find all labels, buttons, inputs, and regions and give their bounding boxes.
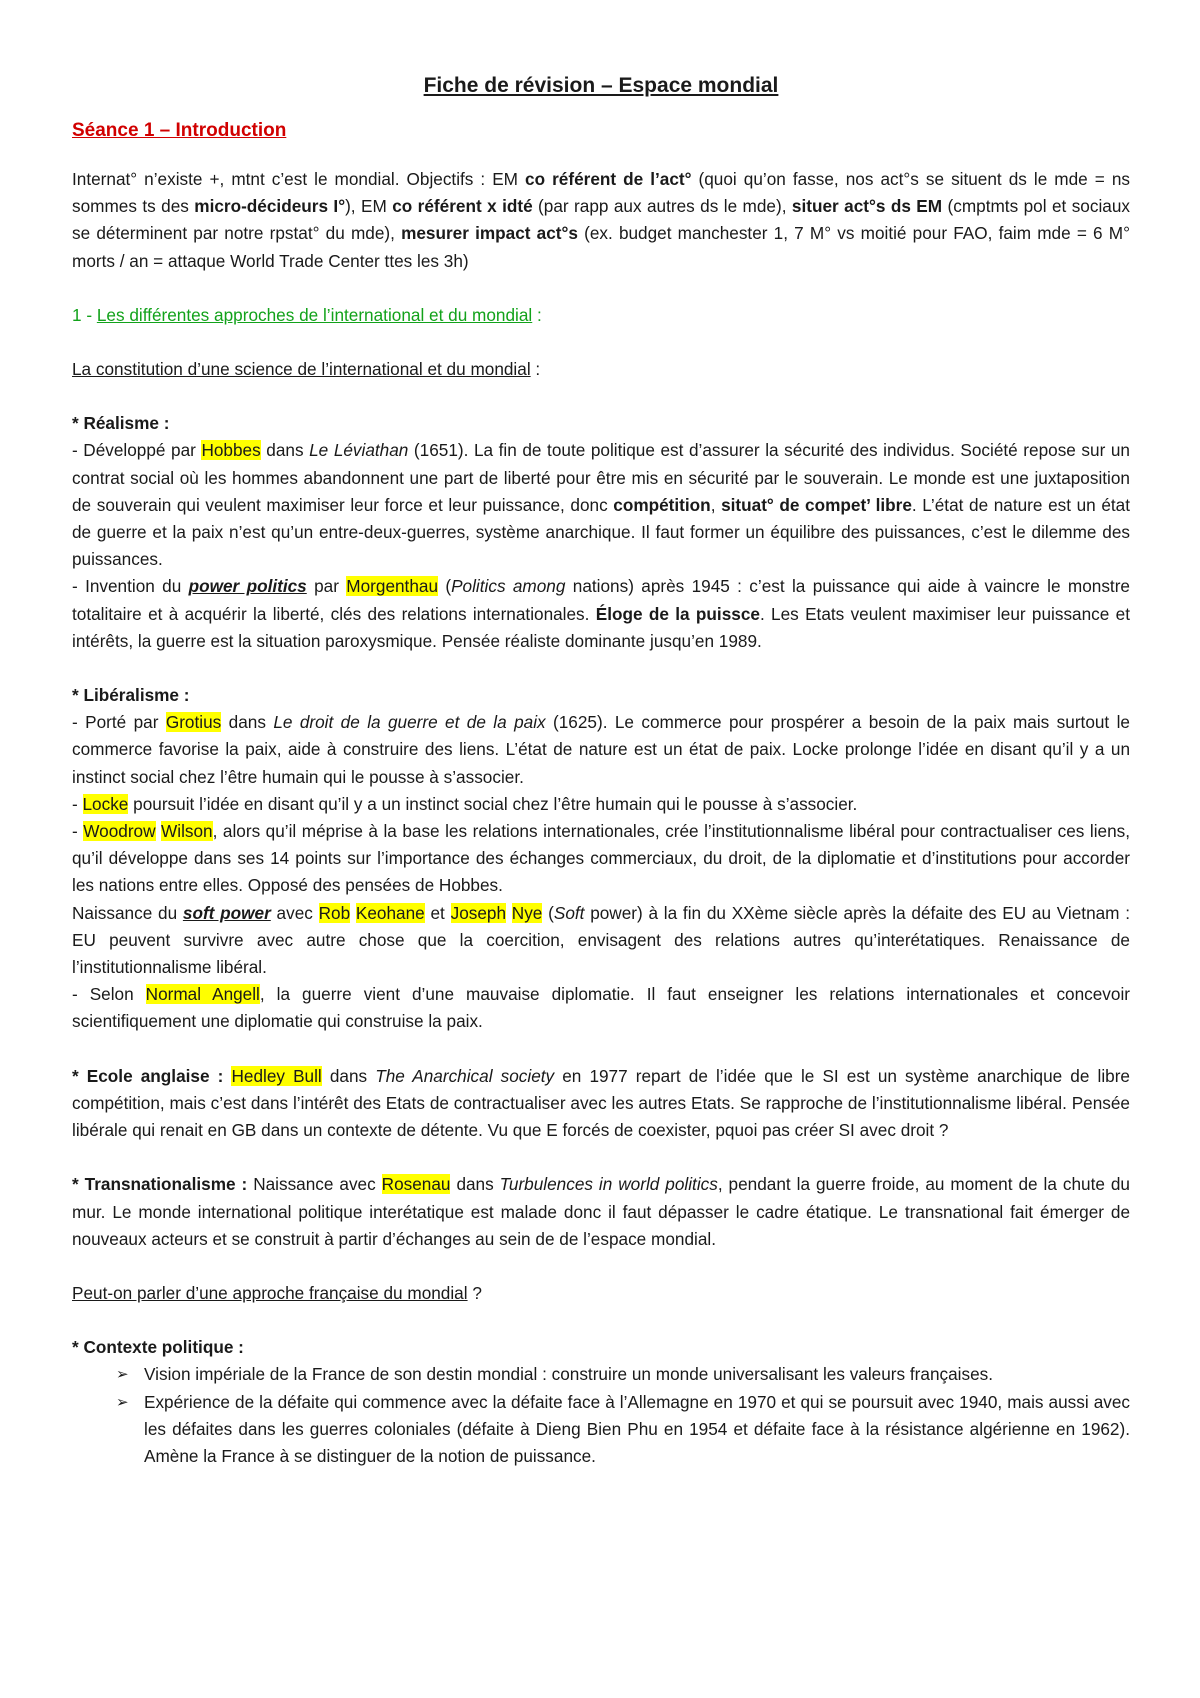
text: dans [221, 712, 274, 733]
seance-heading: Séance 1 – Introduction [72, 120, 287, 141]
text: dans [321, 1065, 376, 1086]
document-title: Fiche de révision – Espace mondial [423, 74, 779, 97]
highlight-nye: Nye [511, 902, 543, 923]
text: - Développé par [72, 440, 202, 461]
spacer [72, 329, 1130, 356]
spacer [72, 275, 1130, 302]
heading-text: * Contexte politique : [72, 1337, 244, 1358]
spacer [72, 1144, 1130, 1171]
list-item-text: Expérience de la défaite qui commence avec la défaite face à l’Allemagne en 1970 et qui se poursuit avec 1940, mais aussi avec les défaites dans les guerres coloniales (défaite à Dieng Bien Phu en 1954 et défaite face à la résistance algérienne en 1962). Amène la France à se distinguer de la notion de puissance. [144, 1391, 1130, 1466]
intro-text: (quoi qu’on fasse, nos act°s se situent ds le mde = ns sommes ts des [72, 169, 1130, 217]
text: dans [260, 440, 310, 461]
text: - Porté par [72, 712, 166, 733]
contexte-heading [72, 1334, 1130, 1361]
highlight-rob: Rob [318, 902, 351, 923]
intro-text: (cmptmts pol et sociaux se déterminent par notre rpstat° du mde), [72, 196, 1130, 244]
text: - [72, 821, 84, 842]
text: , [710, 494, 722, 515]
highlight-keohane: Keohane [355, 902, 425, 923]
section-title: Les différentes approches de l’international et du mondial [96, 304, 533, 325]
text: nations) après 1945 : c’est la puissance qui aide à vaincre le monstre totalitaire et à acquérir la liberté, clés des relations internationales. [72, 576, 1130, 624]
liberalisme-heading [72, 682, 1130, 709]
document-content [72, 72, 1130, 1470]
subheading-text: La constitution d’une science de l’international et du mondial [72, 359, 531, 380]
text: poursuit l’idée en disant qu’il y a un instinct social chez l’être humain qui le pousse à s’associer. [128, 793, 858, 814]
subheading-colon: : [530, 359, 541, 380]
text: Naissance du [72, 902, 183, 923]
power-politics-term: power politics [188, 576, 307, 597]
text: (1651). La fin de toute politique est d’assurer la sécurité des individus. Société repose sur un contrat social où les hommes abandonnent une part de liberté pour être mis en sécurité par le souverain. Le monde est une juxtaposition de souverain qui veulent maximiser leur force et leur puissance, donc [72, 440, 1130, 515]
liberalisme-paragraph-2 [72, 791, 1130, 818]
realisme-paragraph-2 [72, 573, 1130, 655]
text: - [72, 793, 83, 814]
list-item [72, 1389, 1130, 1471]
ecole-anglaise-paragraph [72, 1063, 1130, 1145]
text: et [424, 902, 451, 923]
realisme-paragraph-1 [72, 437, 1130, 573]
highlight-wilson: Wilson [161, 821, 213, 842]
bold-text: compétition [613, 494, 711, 515]
spacer [72, 655, 1130, 682]
contexte-list [72, 1361, 1130, 1470]
text: - Selon [72, 984, 146, 1005]
highlight-joseph: Joseph [450, 902, 507, 923]
text: , la guerre vient d’une mauvaise diplomatie. Il faut enseigner les relations internationales et concevoir scientifiquement une diplomatie qui construise la paix. [72, 984, 1131, 1032]
subheading-approche-francaise [72, 1280, 1130, 1307]
text: dans [450, 1174, 500, 1195]
heading-text: * Ecole anglaise : [72, 1065, 224, 1086]
intro-text: ), EM [345, 196, 393, 217]
text: par [306, 576, 347, 597]
highlight-bull: Hedley Bull [231, 1065, 322, 1086]
text: avec [270, 902, 319, 923]
highlight-rosenau: Rosenau [381, 1174, 451, 1195]
arrow-bullet-icon: ➢ [116, 1366, 129, 1384]
text [506, 903, 512, 923]
bold-text: situat° de compet’ libre [721, 494, 912, 515]
soft-power-term: soft power [182, 902, 271, 923]
book-title: Turbulences in world politics [499, 1174, 718, 1195]
book-title: Politics among [451, 576, 566, 597]
highlight-angell: Normal Angell [145, 984, 260, 1005]
spacer [72, 1253, 1130, 1280]
spacer [72, 1036, 1130, 1063]
section-number: 1 - [72, 304, 97, 325]
intro-paragraph [72, 166, 1130, 275]
text: ( [542, 902, 554, 923]
spacer [72, 383, 1130, 410]
text: power) à la fin du XXème siècle après la défaite des EU au Vietnam : EU peuvent survivre avec autre chose que la coercition, envisagent des relations autres qu’interétatiques. Renaissance de l’institutionnalisme libéral. [72, 902, 1131, 978]
highlight-hobbes: Hobbes [201, 440, 261, 461]
heading-text: * Libéralisme : [72, 685, 190, 706]
list-item [72, 1361, 1130, 1388]
subheading-text: Peut-on parler d’une approche française du mondial [72, 1282, 468, 1303]
liberalisme-paragraph-1 [72, 709, 1130, 791]
italic-text: Soft [553, 902, 585, 923]
intro-text: Internat° n’existe +, mtnt c’est le mondial. Objectifs : EM [72, 169, 526, 189]
intro-bold: micro-décideurs I° [194, 196, 346, 217]
liberalisme-paragraph-5 [72, 981, 1130, 1035]
text: en 1977 repart de l’idée que le SI est un système anarchique de libre compétition, mais c’est dans l’intérêt des Etats de contractualiser avec les autres Etats. Se rapproche de l’institutionnalisme libéral. Pensée libérale qui renait en GB dans un contexte de détente. Vu que E forcés de coexister, pquoi pas créer SI avec droit ? [72, 1065, 1130, 1141]
text: , pendant la guerre froide, au moment de la chute du mur. Le monde international politique interétatique est malade donc il faut dépasser le cadre étatique. Le transnational fait émerger de nouveaux acteurs et se construit à partir d’échanges au sein de de l’espace mondial. [72, 1174, 1130, 1249]
text: - Invention du [72, 576, 189, 597]
intro-text: (par rapp aux autres ds le mde), [532, 196, 792, 217]
text: (1625). Le commerce pour prospérer a besoin de la paix mais surtout le commerce favorise la paix, aide à construire des liens. L’état de nature est un état de paix. Locke prolonge l’idée en disant qu’il y a un instinct social chez l’être humain qui le pousse à s’associer. [72, 712, 1130, 787]
realisme-heading [72, 410, 1130, 437]
highlight-grotius: Grotius [165, 712, 222, 733]
subheading-question-mark: ? [467, 1282, 482, 1303]
transnationalisme-paragraph [72, 1171, 1130, 1253]
text: , alors qu’il méprise à la base les relations internationales, crée l’institutionnalisme libéral pour contractualiser ces liens, qu’il développe dans ses 14 points sur l’importance des échanges commerciaux, du droit, de la diplomatie et d’institutions pour accorder les nations entre elles. Opposé des pensées de Hobbes. [72, 821, 1130, 896]
heading-text: * Réalisme : [72, 413, 170, 434]
intro-text: (ex. budget manchester 1, 7 M° vs moitié pour FAO, faim mde = 6 M° morts / an = attaque World Trade Center ttes les 3h) [72, 223, 1130, 271]
intro-bold: situer act°s ds EM [791, 196, 943, 217]
book-title: The Anarchical society [375, 1065, 555, 1086]
liberalisme-paragraph-3 [72, 818, 1130, 900]
intro-bold: co référent de l’act° [525, 169, 692, 189]
text: Naissance avec [247, 1174, 382, 1195]
text: . L’état de nature est un état de guerre et la paix n’est qu’un entre-deux-guerres, système anarchique. Il faut former un équilibre des puissances, c’est le dilemme des puissances. [72, 494, 1130, 570]
text: . Les Etats veulent maximiser leur puissance et intérêts, la guerre est la situation paroxysmique. Pensée réaliste dominante jusqu’en 1989. [72, 603, 1130, 651]
intro-bold: co référent x idté [392, 196, 533, 217]
arrow-bullet-icon: ➢ [116, 1393, 129, 1411]
bold-text: Éloge de la puissce [595, 603, 760, 624]
text: ( [438, 576, 452, 597]
highlight-locke: Locke [82, 793, 129, 814]
list-item-text: Vision impériale de la France de son destin mondial : construire un monde universalisant les valeurs françaises. [144, 1364, 993, 1385]
liberalisme-paragraph-4 [72, 900, 1130, 982]
subheading-science [72, 356, 1130, 383]
intro-bold: mesurer impact act°s [401, 223, 578, 244]
spacer [72, 1307, 1130, 1334]
highlight-morgenthau: Morgenthau [346, 576, 439, 597]
section-1-heading [72, 302, 1130, 329]
heading-text: * Transnationalisme : [72, 1174, 248, 1195]
book-title: Le Léviathan [309, 440, 409, 461]
highlight-woodrow: Woodrow [83, 821, 156, 842]
section-colon: : [532, 304, 542, 325]
book-title: Le droit de la guerre et de la paix [273, 712, 546, 733]
